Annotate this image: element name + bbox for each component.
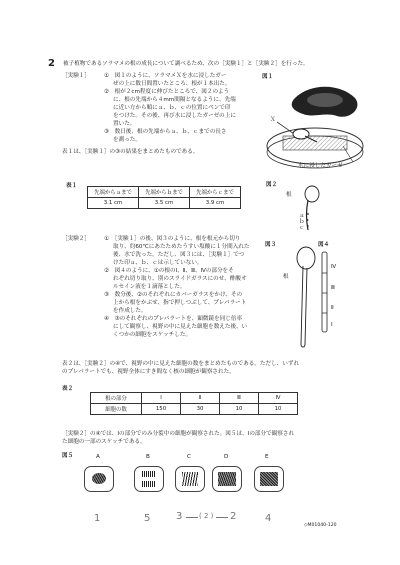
- table2-count: 10: [259, 404, 298, 415]
- exp1-steps: [104, 72, 236, 144]
- table2-note-2: のプレパラートでも、視野全体にすき間なく核の細胞が観察された。: [62, 369, 235, 375]
- table1-header: 先端からｂまで: [139, 187, 190, 198]
- exp2-line: ルセイン液を１滴落とした。: [113, 284, 186, 290]
- handwritten-c: 3: [176, 511, 183, 522]
- table2-count-header: 細胞の数: [91, 404, 142, 415]
- fig2-mark-c: ｃ: [299, 225, 305, 231]
- fig1-label: 図１: [262, 74, 274, 80]
- fig3-label: 図３: [265, 242, 277, 248]
- cell-sketch-e: [254, 466, 284, 492]
- exp2-line: ① ［実験１］の後、図３のように、根を根元から切り: [104, 236, 241, 242]
- table1-cell: 3.9 cm: [190, 198, 241, 209]
- exp2-line: くつかの細胞をスケッチした。: [113, 332, 192, 338]
- handwritten-e: 4: [265, 513, 272, 524]
- fig4-label: 図４: [318, 242, 330, 248]
- fig1-gauze-label: 水に浸したガーゼ: [298, 163, 343, 169]
- exp1-line: ① 図１のように、ソラマメＸを水に浸したガー: [104, 73, 227, 79]
- fig4-part-4: Ⅳ: [331, 264, 337, 270]
- exp2-line: ④ ③のそれぞれのプレパラートを、顕微鏡を同じ倍率: [104, 316, 243, 322]
- exp2-line: けた印ａ、ｂ、ｃは示していない。: [113, 260, 203, 266]
- fig2-mark-b: ｂ: [299, 219, 305, 225]
- handwritten-d: 2: [230, 511, 237, 522]
- fig2-mark-a: ａ: [299, 213, 305, 219]
- exp1-line: を測った。: [113, 137, 141, 143]
- question-intro: 被子植物であるソラマメの根の成長について調べるため、次の［実験１］と［実験２］を行った。: [63, 61, 309, 67]
- handwritten-line-right: [216, 517, 228, 518]
- cell-sketch-a: [84, 466, 114, 492]
- exp1-line: ぜの上に数日間置いたところ、根が１本出た。: [113, 81, 231, 87]
- fig4-root-segments: [318, 248, 338, 338]
- fig4-part-1: Ⅰ: [331, 322, 333, 328]
- table1-note: 表１は、［実験１］の③の結果をまとめたものである。: [62, 149, 199, 155]
- table2-count: 30: [181, 404, 220, 415]
- table1-header: 先端からｃまで: [190, 187, 241, 198]
- fig5-letter-d: D: [224, 454, 229, 460]
- cell-sketch-c: [175, 466, 205, 492]
- cell-sketch-b: [134, 466, 164, 492]
- table1: [87, 186, 241, 209]
- table2-label: 表２: [62, 386, 74, 392]
- table2-row-header: 根の部分: [91, 393, 142, 404]
- handwritten-b: 5: [144, 513, 151, 524]
- table2-part: Ⅲ: [220, 393, 259, 404]
- question-number: 2: [48, 58, 55, 69]
- exp1-line: をつけた。その後、再び水に浸したガーゼの上に: [113, 113, 236, 119]
- fig4-part-2: Ⅱ: [331, 305, 334, 311]
- fig2-root-label: 根: [286, 192, 292, 198]
- handwritten-paren: ( 2 ): [199, 512, 214, 520]
- exp2-line: 後、水で洗った。ただし、図３には、［実験１］でつ: [113, 252, 245, 258]
- exp2-line: 取り、約60℃にあたためたうすい塩酸に１分間入れた: [113, 244, 250, 250]
- table2-part: Ⅰ: [142, 393, 181, 404]
- fig5-label: 図５: [62, 453, 74, 459]
- exp2-line: れぞれ切り取り、別のスライドガラスにのせ、酢酸オ: [113, 276, 247, 282]
- exp1-line: ② 根が２cm程度に伸びたところで、図２のよう: [104, 89, 230, 95]
- table1-cell: 3.1 cm: [88, 198, 139, 209]
- fig1-soybean-drawing: [255, 78, 375, 173]
- exp2-line: にして観察し、視野の中に見えた細胞を数えた後、い: [113, 324, 248, 330]
- fig5-letter-a: A: [96, 454, 100, 460]
- exp2-line: 上から根をかぶせ、指で押しつぶして、プレパラート: [113, 300, 247, 306]
- fig3-root-label: 根: [283, 274, 289, 280]
- exp1-line: に近い方から順にａ、ｂ、ｃの位置にペンで印: [113, 105, 231, 111]
- table1-cell: 3.5 cm: [139, 198, 190, 209]
- table2-note: 表２は、［実験２］の④で、視野の中に見えた細胞の数をまとめたものである。ただし、いずれ: [62, 361, 300, 367]
- fig3-root-drawing: [290, 244, 320, 354]
- handwritten-a: 1: [94, 513, 101, 524]
- table1-header: 先端からａまで: [88, 187, 139, 198]
- exp2-line: ③ 数分後、②のそれぞれにカバーガラスをかけ、その: [104, 292, 243, 298]
- footer-code: ◇M01040-120: [304, 523, 337, 528]
- table1-label: 表１: [66, 183, 78, 189]
- exp1-label: ［実験１］: [62, 73, 90, 79]
- exp2-label: ［実験２］: [62, 236, 90, 242]
- table2: [90, 392, 298, 415]
- fig5-note-2: た細胞の一部のスケッチである。: [62, 439, 146, 445]
- fig1-x-label: Ｘ: [270, 117, 276, 123]
- exp2-line: を作成した。: [113, 308, 147, 314]
- handwritten-line-left: [186, 517, 198, 518]
- exp1-line: 置いた。: [113, 121, 136, 127]
- fig5-letter-e: E: [265, 454, 269, 460]
- table2-count: 10: [220, 404, 259, 415]
- table2-part: Ⅱ: [181, 393, 220, 404]
- exp2-steps: [104, 235, 249, 339]
- table2-count: 150: [142, 404, 181, 415]
- exp1-line: に、根の先端から４mm間隔となるように、先端: [113, 97, 236, 103]
- table2-part: Ⅳ: [259, 393, 298, 404]
- exp1-line: ③ 数日後、根の先端からａ、ｂ、ｃまでの長さ: [104, 129, 227, 135]
- exp2-line: ② 図４のように、①の根のⅠ、Ⅱ、Ⅲ、Ⅳの部分をそ: [104, 268, 234, 274]
- fig5-letter-b: B: [146, 454, 150, 460]
- fig2-label: 図２: [266, 182, 278, 188]
- fig4-part-3: Ⅲ: [331, 285, 335, 291]
- fig5-letter-c: C: [187, 454, 191, 460]
- fig5-note: ［実験２］の④では、Ⅰの部分でのみ分裂中の細胞が観察された。図５は、Ⅰの部分で観察され: [62, 431, 295, 437]
- cell-sketch-d: [212, 466, 242, 492]
